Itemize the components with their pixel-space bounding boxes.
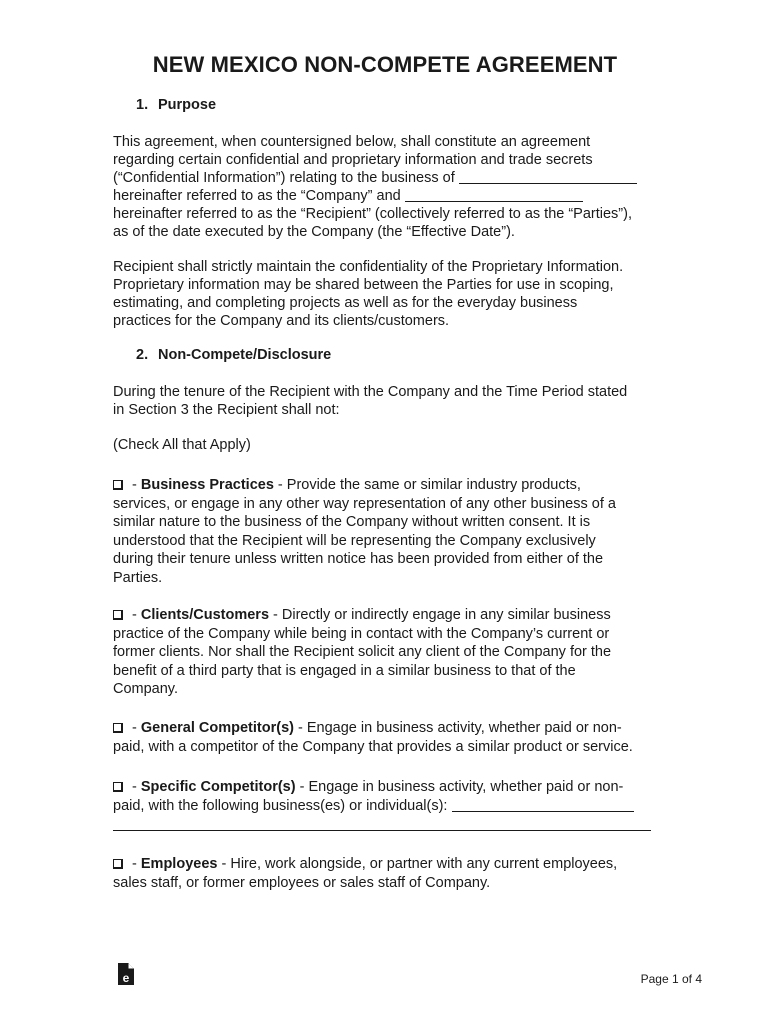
checkbox-specific-competitors[interactable]	[113, 782, 123, 792]
option-specific-competitors	[113, 778, 658, 815]
option-label: Specific Competitor(s)	[140, 779, 296, 795]
text-line: estimating, and completing projects as well as for the everyday business	[113, 295, 578, 311]
text-fragment: hereinafter referred to as the “Company” and	[113, 188, 401, 204]
text-line	[113, 778, 658, 797]
text-line: similar nature to the business of the Company without written consent. It is	[113, 514, 591, 530]
section-2-heading	[136, 347, 331, 363]
text-line	[113, 169, 658, 187]
text-line: Recipient shall strictly maintain the confidentiality of the Proprietary Information.	[113, 259, 624, 275]
confidentiality-paragraph	[113, 258, 658, 330]
option-label: Business Practices	[140, 477, 274, 493]
text-line	[113, 187, 658, 205]
option-label: Employees	[140, 856, 218, 872]
dash: -	[128, 607, 141, 623]
text-line: during their tenure unless written notice has been provided from either of the	[113, 551, 604, 567]
text-line: understood that the Recipient will be representing the Company exclusively	[113, 532, 596, 549]
text-line: benefit of a third party that is engaged in a similar business to that of the	[113, 662, 576, 679]
text-fragment: paid, with the following business(es) or individual(s):	[113, 797, 448, 814]
check-instruction	[113, 436, 658, 454]
text-line	[113, 476, 658, 495]
text-fragment: - Directly or indirectly engage in any similar business	[269, 607, 611, 623]
option-general-competitors	[113, 719, 658, 756]
recipient-name-blank[interactable]	[405, 188, 583, 202]
text-line: During the tenure of the Recipient with the Company and the Time Period stated	[113, 384, 628, 400]
text-line: practice of the Company while being in contact with the Company’s current or	[113, 625, 610, 642]
text-line: as of the date executed by the Company (the “Effective Date”).	[113, 224, 515, 240]
text-line: former clients. Nor shall the Recipient solicit any client of the Company for the	[113, 644, 612, 660]
purpose-paragraph	[113, 133, 658, 241]
text-line	[113, 855, 658, 874]
section-title: Non-Compete/Disclosure	[158, 347, 332, 363]
section-1-heading	[136, 97, 216, 113]
page-number: Page 1 of 4	[640, 972, 702, 986]
text-line: practices for the Company and its clients/customers.	[113, 313, 450, 329]
text-line: (Check All that Apply)	[113, 437, 251, 453]
option-label: Clients/Customers	[140, 607, 270, 623]
text-line: This agreement, when countersigned below, shall constitute an agreement	[113, 134, 591, 150]
company-name-blank[interactable]	[459, 170, 637, 184]
text-fragment: (“Confidential Information”) relating to the business of	[113, 170, 455, 186]
text-line: in Section 3 the Recipient shall not:	[113, 402, 340, 418]
eforms-logo-icon	[118, 963, 134, 985]
dash: -	[128, 720, 141, 736]
text-fragment: - Provide the same or similar industry products,	[273, 477, 581, 493]
document-title: NEW MEXICO NON-COMPETE AGREEMENT	[152, 52, 618, 77]
option-business-practices	[113, 476, 658, 587]
logo-letter: e	[122, 971, 130, 985]
text-line	[113, 606, 658, 625]
dash: -	[128, 477, 141, 493]
text-line: Proprietary information may be shared between the Parties for use in scoping,	[113, 277, 614, 293]
text-line	[113, 797, 658, 816]
text-line	[113, 719, 658, 738]
checkbox-employees[interactable]	[113, 859, 123, 869]
text-line: hereinafter referred to as the “Recipient” (collectively referred to as the “Parties”),	[113, 206, 632, 222]
option-employees	[113, 855, 658, 892]
text-line: regarding certain confidential and proprietary information and trade secrets	[113, 152, 593, 168]
option-clients-customers	[113, 606, 658, 699]
non-compete-intro	[113, 383, 658, 419]
text-line: sales staff, or former employees or sales staff of Company.	[113, 874, 491, 891]
text-line: Company.	[113, 681, 179, 697]
text-fragment: - Engage in business activity, whether paid or non-	[293, 720, 622, 736]
dash: -	[128, 856, 141, 872]
text-line: paid, with a competitor of the Company that provides a similar product or service.	[113, 738, 633, 755]
section-number: 2.	[136, 347, 149, 363]
competitor-name-blank[interactable]	[452, 798, 634, 812]
competitor-name-blank-line[interactable]	[113, 830, 651, 831]
dash: -	[128, 779, 141, 795]
text-line: services, or engage in any other way representation of any other business of a	[113, 495, 616, 512]
section-title: Purpose	[158, 97, 217, 113]
text-line: Parties.	[113, 569, 163, 586]
checkbox-clients-customers[interactable]	[113, 610, 123, 620]
option-label: General Competitor(s)	[140, 720, 294, 736]
checkbox-general-competitors[interactable]	[113, 723, 123, 733]
text-fragment: - Engage in business activity, whether paid or non-	[295, 779, 624, 795]
text-fragment: - Hire, work alongside, or partner with any current employees,	[217, 856, 618, 872]
section-number: 1.	[136, 97, 149, 113]
checkbox-business-practices[interactable]	[113, 480, 123, 490]
